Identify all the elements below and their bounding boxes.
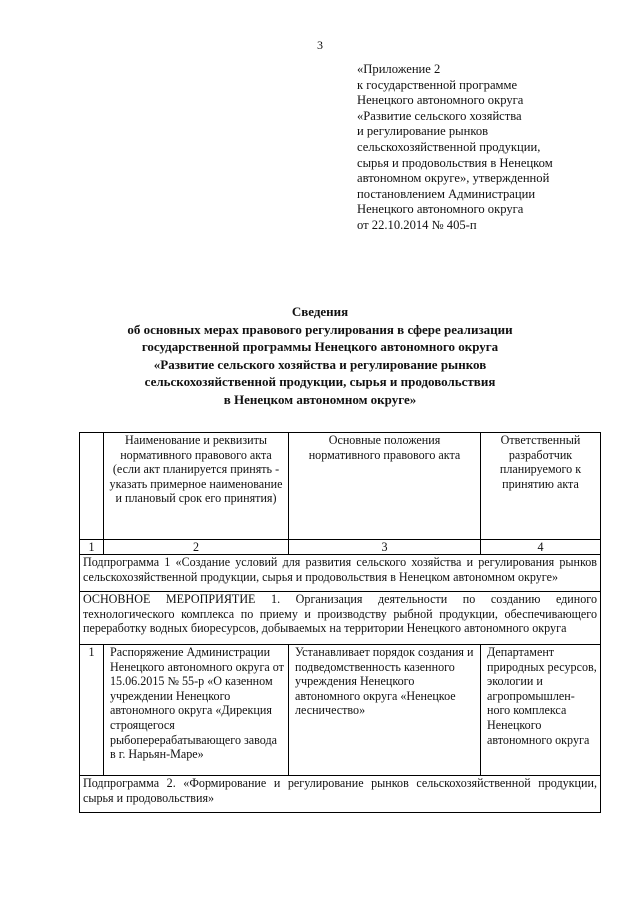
row-number: 1: [80, 645, 104, 776]
appendix-line: автономном округе», утвержденной: [357, 171, 550, 186]
appendix-line: постановлением Администрации: [357, 186, 536, 201]
heading-line: «Развитие сельского хозяйства и регулирование рынков: [153, 356, 487, 372]
column-number: 4: [481, 540, 601, 555]
main-activity-1: ОСНОВНОЕ МЕРОПРИЯТИЕ 1. Организация деятельности по созданию единого технологического комплекса по приему и производству рыбной продукции, обеспечивающего переработку водных биоресурсов, добываемых на территории Ненецкого автономного округа: [80, 592, 601, 645]
heading-line: об основных мерах правового регулирования в сфере реализации: [127, 321, 513, 337]
table-row: [80, 645, 601, 776]
heading-line: государственной программы Ненецкого автономного округа: [141, 339, 499, 355]
appendix-line: и регулирование рынков: [357, 124, 489, 139]
appendix-note: [357, 62, 627, 234]
heading-line: в Ненецком автономном округе»: [223, 391, 417, 407]
page-number: 3: [317, 38, 323, 52]
appendix-line: к государственной программе: [357, 77, 518, 92]
header-responsible: Ответственный разработчик планируемого к принятию акта: [481, 433, 601, 540]
subprogram-2: Подпрограмма 2. «Формирование и регулирование рынков сельскохозяйственной продукции, сырья и продовольствия»: [80, 776, 601, 813]
header-act-name: Наименование и реквизиты нормативного правового акта (если акт планируется принять - указать примерное наименование и плановый срок его принятия): [104, 433, 289, 540]
appendix-line: Ненецкого автономного округа: [357, 202, 524, 217]
column-number-row: [80, 540, 601, 555]
header-provisions: Основные положения нормативного правового акта: [289, 433, 481, 540]
appendix-line: «Приложение 2: [357, 62, 441, 76]
subprogram-2-row: [80, 776, 601, 813]
appendix-line: сельскохозяйственной продукции,: [357, 139, 541, 154]
main-activity-row: [80, 592, 601, 645]
subprogram-1-row: [80, 555, 601, 592]
appendix-line: сырья и продовольствия в Ненецком: [357, 155, 553, 170]
column-number: 3: [289, 540, 481, 555]
appendix-line: от 22.10.2014 № 405-п: [357, 217, 477, 232]
heading-line: сельскохозяйственной продукции, сырья и продовольствия: [144, 374, 496, 390]
act-responsible: Департамент природных ресурсов, экологии и агропромышлен-ного комплекса Ненецкого автономного округа: [481, 645, 601, 776]
table-header-row: [80, 433, 601, 540]
act-name: Распоряжение Администрации Ненецкого автономного округа от 15.06.2015 № 55-р «О казенном учреждении Ненецкого автономного округа «Дирекция строящегося рыбоперерабатывающего завода в г. Нарьян-Маре»: [104, 645, 289, 776]
document-heading: [80, 303, 560, 409]
column-number: 1: [80, 540, 104, 555]
appendix-line: «Развитие сельского хозяйства: [357, 108, 522, 123]
heading-line: Сведения: [291, 304, 349, 319]
appendix-line: Ненецкого автономного округа: [357, 93, 524, 108]
act-provisions: Устанавливает порядок создания и подведомственность казенного учреждения Ненецкого автономного округа «Ненецкое лесничество»: [289, 645, 481, 776]
legal-measures-table: [79, 432, 601, 813]
subprogram-1: Подпрограмма 1 «Создание условий для развития сельского хозяйства и регулирования рынков сельскохозяйственной продукции, сырья и продовольствия в Ненецком автономном округе»: [80, 555, 601, 592]
header-num: [80, 433, 104, 540]
column-number: 2: [104, 540, 289, 555]
